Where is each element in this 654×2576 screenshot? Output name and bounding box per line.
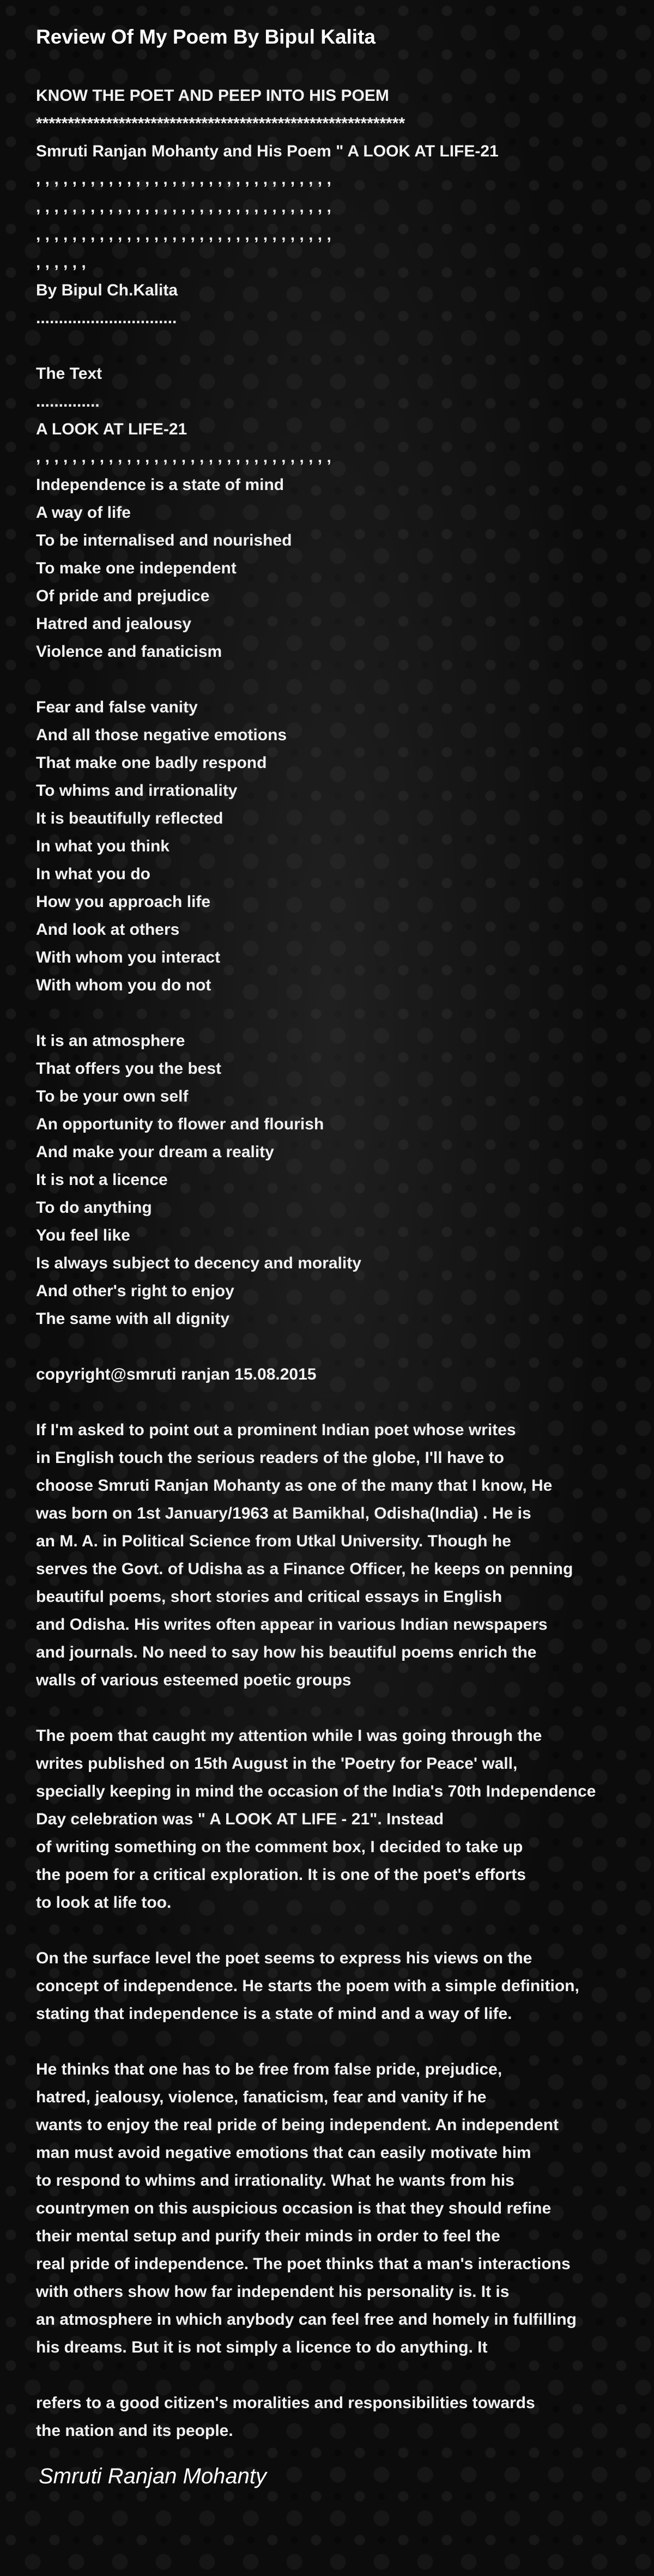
poem-line: You feel like: [36, 1226, 130, 1244]
poem-line: the nation and its people.: [36, 2422, 233, 2440]
poem-line: A way of life: [36, 504, 131, 522]
poem-line: ...............................: [36, 309, 177, 327]
poem-line: It is an atmosphere: [36, 1032, 185, 1050]
poem-line: , , , , , , , , , , , , , , , , , , , , , , , , , , , , , , , , ,: [36, 198, 331, 216]
poem-line: [36, 2361, 649, 2389]
poem-line: [36, 332, 649, 360]
poem-line: concept of independence. He starts the poem with a simple definition,: [36, 1977, 579, 1995]
poem-line: real pride of independence. The poet thinks that a man's interactions: [36, 2255, 571, 2273]
poem-line: and journals. No need to say how his beautiful poems enrich the: [36, 1643, 537, 1661]
poem-line: To be your own self: [36, 1087, 189, 1105]
page-title: Review Of My Poem By Bipul Kalita: [36, 26, 376, 48]
poem-line: [36, 666, 649, 693]
poem-line: their mental setup and purify their minds in order to feel the: [36, 2227, 500, 2245]
poem-line: The same with all dignity: [36, 1310, 230, 1328]
poem-line: That make one badly respond: [36, 754, 267, 772]
poem-line: Day celebration was " A LOOK AT LIFE - 21". Instead: [36, 1810, 444, 1828]
poem-line: Violence and fanaticism: [36, 643, 222, 661]
poem-line: , , , , , , , , , , , , , , , , , , , , , , , , , , , , , , , , ,: [36, 226, 331, 244]
poem-line: KNOW THE POET AND PEEP INTO HIS POEM: [36, 87, 389, 105]
poem-line: Smruti Ranjan Mohanty and His Poem " A LOOK AT LIFE-21: [36, 142, 499, 160]
poem-line: That offers you the best: [36, 1060, 222, 1078]
poem-line: an M. A. in Political Science from Utkal University. Though he: [36, 1532, 511, 1550]
poem-line: his dreams. But it is not simply a licence to do anything. It: [36, 2338, 488, 2356]
poem-line: If I'm asked to point out a prominent Indian poet whose writes: [36, 1421, 516, 1439]
poem-line: Is always subject to decency and morality: [36, 1254, 361, 1272]
poem-line: and Odisha. His writes often appear in various Indian newspapers: [36, 1616, 548, 1634]
poem-line: How you approach life: [36, 893, 211, 911]
poem-line: By Bipul Ch.Kalita: [36, 281, 178, 299]
poem-line: beautiful poems, short stories and critical essays in English: [36, 1588, 502, 1606]
poem-line: To be internalised and nourished: [36, 531, 292, 549]
poem-line: The Text: [36, 365, 102, 383]
poem-line: And all those negative emotions: [36, 726, 287, 744]
poem-line: [36, 1916, 649, 1944]
poem-line: On the surface level the poet seems to express his views on the: [36, 1949, 532, 1967]
poem-line: with others show how far independent his personality is. It is: [36, 2283, 510, 2301]
poem-line: to look at life too.: [36, 1894, 172, 1912]
poem-line: A LOOK AT LIFE-21: [36, 420, 187, 438]
poem-line: copyright@smruti ranjan 15.08.2015: [36, 1365, 317, 1383]
poem-body: [36, 82, 649, 2445]
poem-line: , , , , , , , , , , , , , , , , , , , , , , , , , , , , , , , , ,: [36, 170, 331, 188]
poem-line: **********************************************************: [36, 114, 405, 132]
poem-line: Of pride and prejudice: [36, 587, 210, 605]
poem-line: Independence is a state of mind: [36, 476, 284, 494]
poem-line: , , , , , ,: [36, 253, 86, 271]
poem-line: Fear and false vanity: [36, 698, 198, 716]
poem-line: ..............: [36, 392, 100, 410]
poem-line: In what you think: [36, 837, 169, 855]
poem-line: An opportunity to flower and flourish: [36, 1115, 324, 1133]
poem-line: refers to a good citizen's moralities and responsibilities towards: [36, 2394, 535, 2412]
poem-line: to respond to whims and irrationality. What he wants from his: [36, 2172, 514, 2190]
poem-line: specially keeping in mind the occasion of the India's 70th Independence: [36, 1782, 596, 1800]
poem-line: The poem that caught my attention while I was going through the: [36, 1727, 542, 1745]
poem-line: Hatred and jealousy: [36, 615, 192, 633]
poem-line: With whom you do not: [36, 976, 211, 994]
poem-line: an atmosphere in which anybody can feel free and homely in fulfilling: [36, 2311, 577, 2329]
poem-line: hatred, jealousy, violence, fanaticism, fear and vanity if he: [36, 2088, 487, 2106]
poem-line: was born on 1st January/1963 at Bamikhal, Odisha(India) . He is: [36, 1504, 531, 1522]
poem-line: In what you do: [36, 865, 150, 883]
poem-line: [36, 1333, 649, 1360]
poem-line: of writing something on the comment box, I decided to take up: [36, 1838, 523, 1856]
poem-line: the poem for a critical exploration. It is one of the poet's efforts: [36, 1866, 526, 1884]
poem-line: [36, 999, 649, 1027]
poem-line: [36, 1694, 649, 1722]
poem-line: serves the Govt. of Udisha as a Finance Officer, he keeps on penning: [36, 1560, 573, 1578]
poem-line: It is beautifully reflected: [36, 809, 223, 827]
poem-line: With whom you interact: [36, 948, 221, 966]
poem-line: And look at others: [36, 921, 180, 939]
poem-line: He thinks that one has to be free from false pride, prejudice,: [36, 2060, 502, 2078]
poem-line: writes published on 15th August in the 'Poetry for Peace' wall,: [36, 1755, 518, 1773]
poem-line: And make your dream a reality: [36, 1143, 274, 1161]
poem-line: countrymen on this auspicious occasion is that they should refine: [36, 2199, 552, 2217]
poem-line: To do anything: [36, 1199, 152, 1217]
poem-line: stating that independence is a state of mind and a way of life.: [36, 2005, 512, 2023]
poem-line: man must avoid negative emotions that can easily motivate him: [36, 2144, 531, 2162]
poem-author: Smruti Ranjan Mohanty: [39, 2464, 267, 2488]
poem-line: And other's right to enjoy: [36, 1282, 234, 1300]
poem-line: It is not a licence: [36, 1171, 168, 1189]
poem-line: walls of various esteemed poetic groups: [36, 1671, 352, 1689]
poem-line: , , , , , , , , , , , , , , , , , , , , , , , , , , , , , , , , ,: [36, 448, 331, 466]
poem-line: [36, 2028, 649, 2055]
poem-line: [36, 1388, 649, 1416]
poem-line: To make one independent: [36, 559, 237, 577]
poem-line: choose Smruti Ranjan Mohanty as one of the many that I know, He: [36, 1477, 553, 1495]
poem-line: in English touch the serious readers of the globe, I'll have to: [36, 1449, 504, 1467]
poem-line: To whims and irrationality: [36, 782, 238, 800]
poem-line: wants to enjoy the real pride of being independent. An independent: [36, 2116, 559, 2134]
